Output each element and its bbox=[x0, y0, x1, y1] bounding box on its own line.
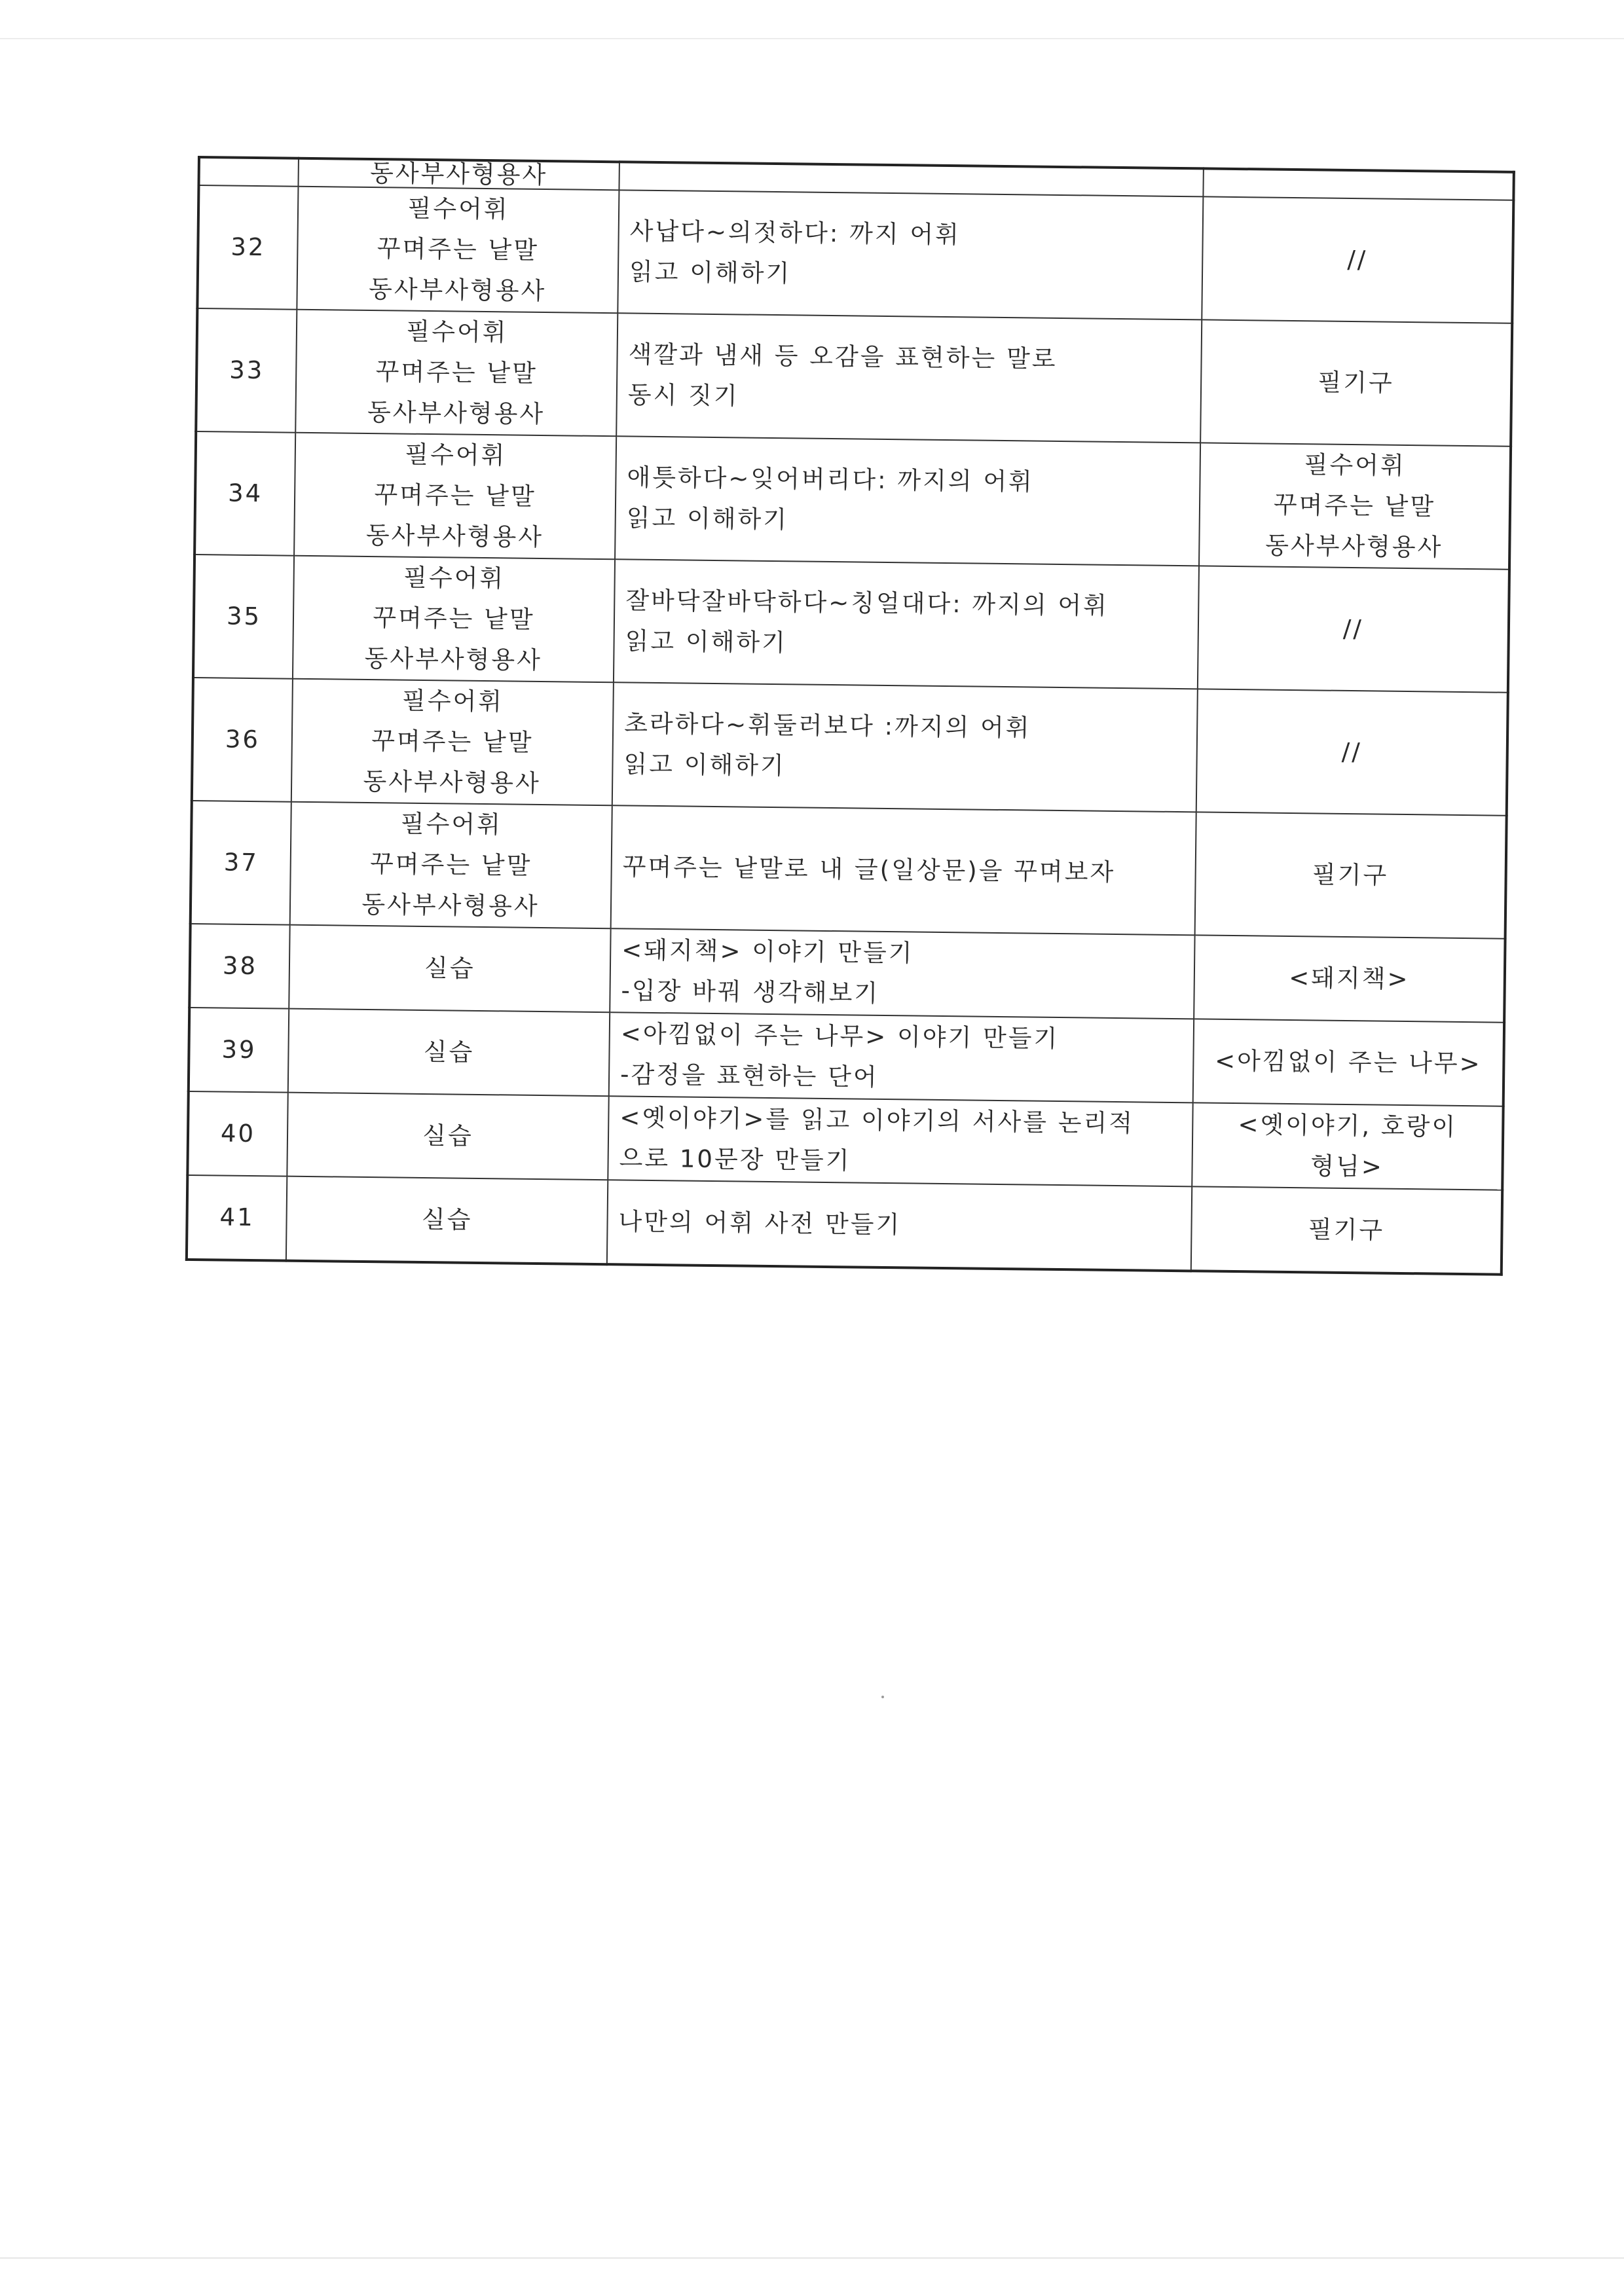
table-row bbox=[189, 1008, 1504, 1106]
material-line: 꾸며주는 낱말 bbox=[1273, 490, 1436, 521]
table-row bbox=[187, 1091, 1503, 1190]
cell-material bbox=[1193, 1019, 1504, 1106]
material-line: 형님> bbox=[1310, 1152, 1384, 1181]
topic-line: 동사부사형용사 bbox=[365, 520, 544, 552]
cell-content bbox=[609, 1012, 1194, 1102]
cell-material bbox=[1199, 443, 1511, 569]
topic-line: 실습 bbox=[423, 1038, 475, 1066]
topic-line: 꾸며주는 낱말 bbox=[369, 850, 532, 880]
material-line: 필기구 bbox=[1308, 1215, 1385, 1245]
table-row bbox=[197, 185, 1513, 323]
content-line: <돼지책> 이야기 만들기 bbox=[621, 936, 914, 968]
content-line: 초라하다~휘둘러보다 :까지의 어휘 bbox=[623, 709, 1031, 742]
cell-content bbox=[610, 928, 1194, 1019]
topic-line: 실습 bbox=[424, 954, 475, 983]
cell-number: 34 bbox=[194, 431, 295, 556]
material-line: 필수어휘 bbox=[1304, 450, 1406, 480]
cell-number: 39 bbox=[189, 1008, 289, 1093]
cell-topic bbox=[297, 187, 619, 314]
topic-line: 실습 bbox=[421, 1205, 473, 1234]
cell-material bbox=[1191, 1186, 1502, 1274]
material-line: // bbox=[1342, 614, 1364, 644]
content-line: -감정을 표현하는 단어 bbox=[619, 1060, 879, 1091]
content-line: 잘바닥잘바닥하다~칭얼대다: 까지의 어휘 bbox=[625, 586, 1109, 620]
table-row bbox=[191, 801, 1507, 939]
material-line: <아낌없이 주는 나무> bbox=[1214, 1046, 1482, 1078]
material-line: 동사부사형용사 bbox=[1265, 531, 1443, 562]
cell-material bbox=[1194, 935, 1505, 1022]
material-line: <돼지책> bbox=[1288, 963, 1410, 994]
cell-number: 37 bbox=[191, 801, 291, 925]
cell-material bbox=[1203, 168, 1513, 200]
topic-line: 꾸며주는 낱말 bbox=[377, 234, 540, 264]
cell-number: 33 bbox=[196, 308, 297, 433]
content-line: 읽고 이해하기 bbox=[626, 503, 789, 534]
cell-content bbox=[616, 313, 1202, 443]
content-line: 동시 짓기 bbox=[627, 380, 739, 410]
table-row bbox=[193, 555, 1509, 693]
cell-topic bbox=[291, 679, 614, 806]
topic-line: 실습 bbox=[422, 1121, 474, 1150]
cell-number: 35 bbox=[193, 555, 294, 679]
topic-line: 필수어휘 bbox=[400, 809, 503, 839]
table-row bbox=[192, 678, 1508, 816]
material-line: // bbox=[1341, 737, 1362, 767]
table-row bbox=[194, 431, 1511, 570]
topic-line: 꾸며주는 낱말 bbox=[373, 604, 535, 634]
cell-number bbox=[198, 157, 298, 187]
cell-topic bbox=[288, 1009, 610, 1097]
cell-content bbox=[618, 190, 1203, 319]
cell-number: 40 bbox=[187, 1091, 287, 1176]
material-line: 필기구 bbox=[1318, 368, 1395, 397]
cell-number: 32 bbox=[197, 185, 298, 310]
cell-topic: 동사부사형용사 bbox=[298, 158, 619, 191]
content-line: <아낌없이 주는 나무> 이야기 만들기 bbox=[620, 1019, 1060, 1053]
cell-topic bbox=[295, 310, 618, 437]
cell-content bbox=[612, 682, 1198, 812]
cell-content bbox=[615, 436, 1200, 566]
content-line: -입장 바꿔 생각해보기 bbox=[621, 976, 880, 1008]
cell-topic bbox=[294, 433, 616, 560]
scan-edge-top bbox=[0, 38, 1624, 39]
scan-speck bbox=[881, 1696, 884, 1698]
topic-line: 동사부사형용사 bbox=[364, 644, 543, 675]
topic-line: 동사부사형용사 bbox=[361, 890, 540, 920]
content-line: 색깔과 냄새 등 오감을 표현하는 말로 bbox=[628, 340, 1058, 373]
table-row bbox=[189, 924, 1505, 1023]
cell-topic bbox=[286, 1176, 608, 1265]
topic-line: 필수어휘 bbox=[405, 440, 507, 470]
material-line: <옛이야기, 호랑이 bbox=[1238, 1110, 1458, 1141]
cell-topic bbox=[290, 802, 612, 929]
cell-number: 36 bbox=[192, 678, 293, 802]
material-line: 필기구 bbox=[1312, 860, 1389, 890]
topic-line: 동사부사형용사 bbox=[368, 274, 547, 306]
cell-material bbox=[1202, 196, 1513, 323]
cell-content bbox=[614, 559, 1199, 689]
cell-material bbox=[1195, 812, 1507, 938]
cell-content bbox=[607, 1180, 1192, 1271]
content-line: 읽고 이해하기 bbox=[629, 257, 792, 288]
topic-line: 동사부사형용사 bbox=[367, 397, 545, 429]
material-line: // bbox=[1347, 245, 1368, 274]
cell-content bbox=[611, 805, 1196, 935]
table-row bbox=[187, 1175, 1502, 1275]
cell-topic bbox=[287, 1093, 608, 1180]
topic-line: 필수어휘 bbox=[403, 563, 506, 593]
content-line: 사납다~의젓하다: 까지 어휘 bbox=[629, 217, 961, 249]
content-line: 읽고 이해하기 bbox=[625, 627, 788, 657]
topic-line: 동사부사형용사 bbox=[363, 767, 541, 798]
content-line: 애틋하다~잊어버리다: 까지의 어휘 bbox=[627, 463, 1035, 496]
topic-line: 필수어휘 bbox=[406, 317, 508, 347]
scan-edge-bottom bbox=[0, 2257, 1624, 2259]
topic-line: 필수어휘 bbox=[401, 686, 504, 716]
content-line: 읽고 이해하기 bbox=[623, 750, 786, 780]
cell-number: 41 bbox=[187, 1175, 287, 1261]
cell-material bbox=[1192, 1102, 1503, 1190]
content-line: 꾸며주는 낱말로 내 글(일상문)을 꾸며보자 bbox=[622, 852, 1116, 886]
cell-material bbox=[1196, 689, 1508, 815]
content-line: 나만의 어휘 사전 만들기 bbox=[618, 1207, 902, 1239]
cell-content bbox=[608, 1096, 1192, 1186]
table-row bbox=[196, 308, 1512, 446]
lesson-plan-table bbox=[185, 156, 1515, 1276]
cell-material bbox=[1198, 566, 1509, 692]
lesson-plan-table-wrapper bbox=[185, 156, 1513, 1276]
topic-line: 꾸며주는 낱말 bbox=[374, 481, 536, 511]
topic-line: 꾸며주는 낱말 bbox=[375, 357, 538, 388]
topic-line: 꾸며주는 낱말 bbox=[371, 727, 534, 757]
cell-material bbox=[1200, 319, 1512, 446]
content-line: <옛이야기>를 읽고 이야기의 서사를 논리적 bbox=[619, 1103, 1135, 1138]
cell-number: 38 bbox=[189, 924, 289, 1009]
cell-topic bbox=[293, 556, 615, 683]
topic-line: 필수어휘 bbox=[407, 194, 509, 224]
content-line: 으로 10문장 만들기 bbox=[619, 1144, 851, 1175]
cell-topic bbox=[289, 925, 610, 1013]
